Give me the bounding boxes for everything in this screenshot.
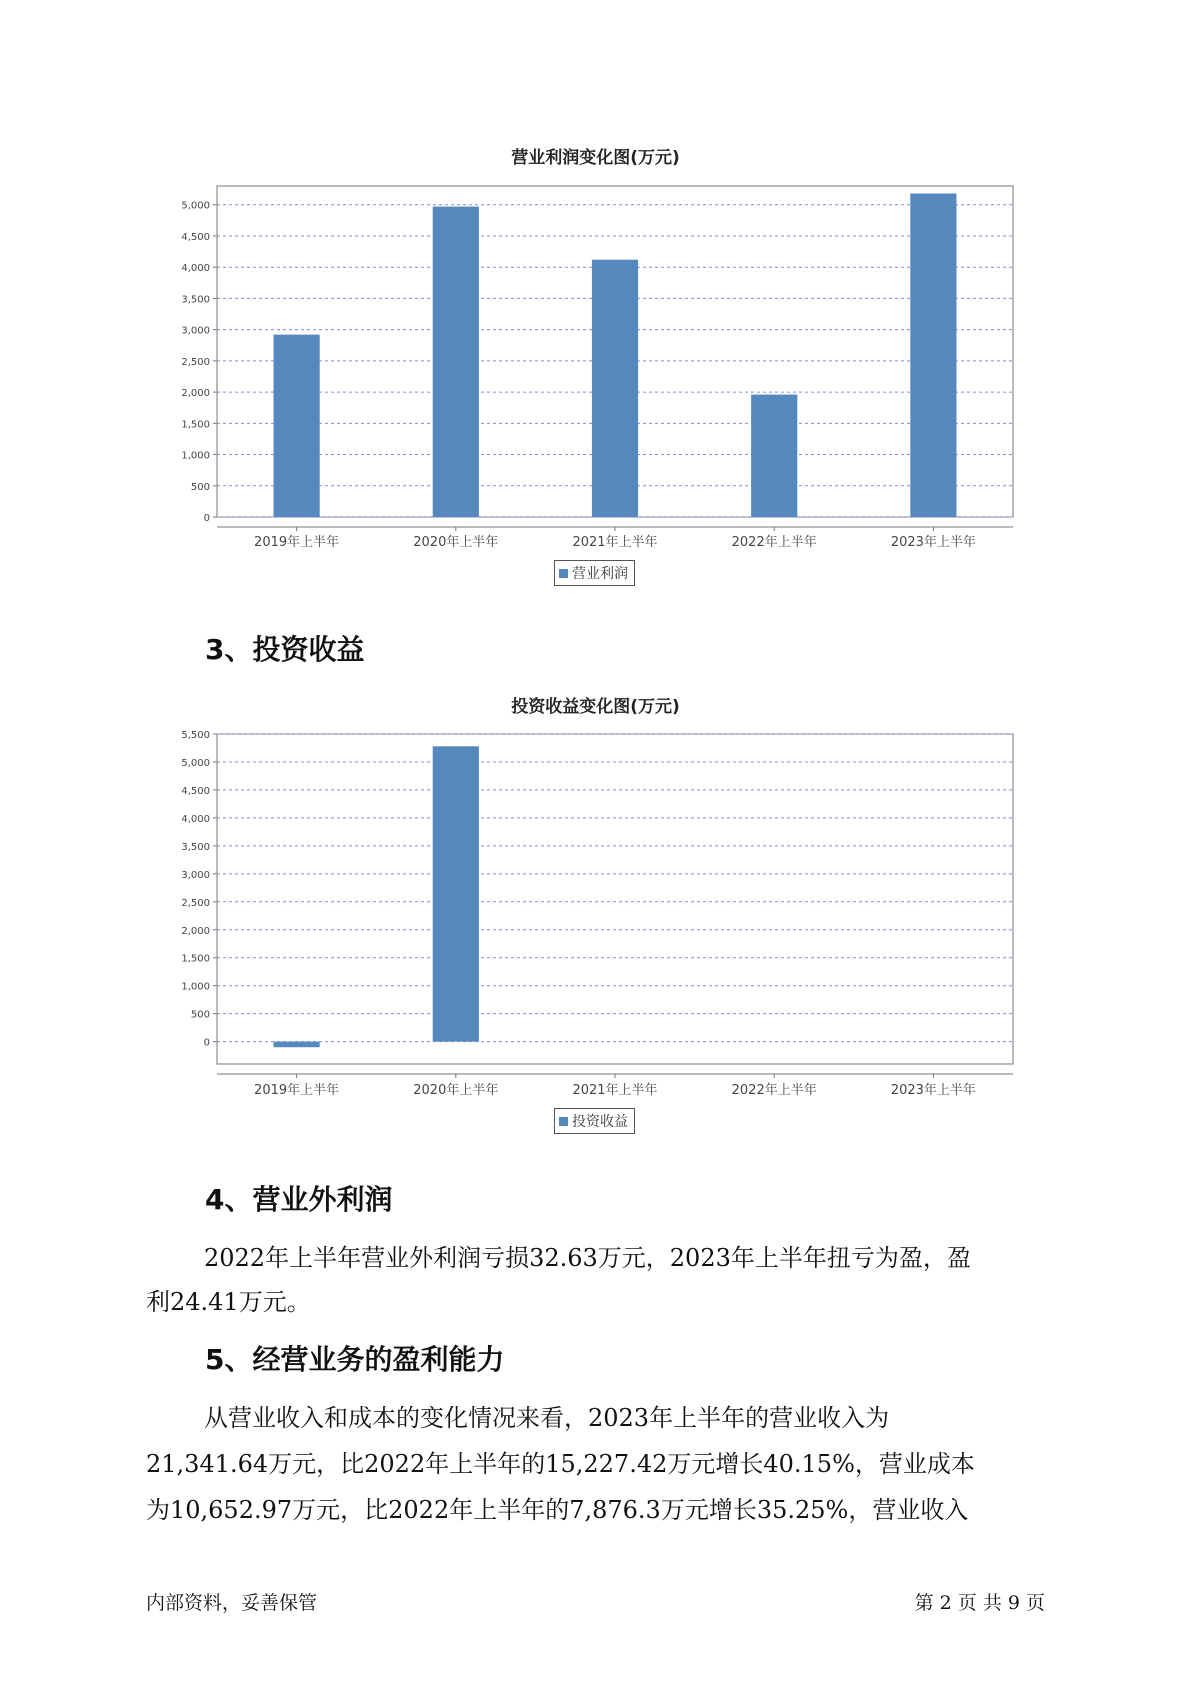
x-tick-label: 2023年上半年 <box>890 1083 976 1098</box>
y-tick-label: 2,500 <box>181 356 210 368</box>
y-tick-label: 5,000 <box>181 757 210 769</box>
paragraph-line: 21,341.64万元，比2022年上半年的15,227.42万元增长40.15%，营业成本 <box>146 1450 975 1478</box>
y-tick-label: 3,500 <box>181 294 210 306</box>
paragraph-line: 利24.41万元。 <box>146 1288 311 1316</box>
x-tick-label: 2019年上半年 <box>254 1083 340 1098</box>
y-tick-label: 5,500 <box>181 730 210 741</box>
y-tick-label: 0 <box>203 1037 210 1049</box>
chart2-legend-label: 投资收益 <box>572 1114 628 1130</box>
y-tick-label: 4,500 <box>181 231 210 243</box>
x-tick-label: 2023年上半年 <box>890 535 976 550</box>
legend-swatch-icon <box>559 569 568 578</box>
y-tick-label: 3,500 <box>181 841 210 853</box>
legend-swatch-icon <box>559 1117 568 1126</box>
paragraph-line: 为10,652.97万元，比2022年上半年的7,876.3万元增长35.25%，营业收入 <box>146 1496 969 1524</box>
y-tick-label: 3,000 <box>181 325 210 337</box>
bar <box>274 335 320 517</box>
chart1-title: 营业利润变化图(万元) <box>511 148 680 168</box>
bar <box>751 395 797 517</box>
x-tick-label: 2022年上半年 <box>731 1083 817 1098</box>
heading-investment-income: 3、投资收益 <box>205 633 365 666</box>
investment-income-chart <box>0 718 1191 1098</box>
x-tick-label: 2020年上半年 <box>413 1083 499 1098</box>
y-tick-label: 1,500 <box>181 953 210 965</box>
x-tick-label: 2021年上半年 <box>572 535 658 550</box>
chart2-title: 投资收益变化图(万元) <box>511 697 680 717</box>
x-tick-label: 2020年上半年 <box>413 535 499 550</box>
y-tick-label: 5,000 <box>181 200 210 212</box>
plot-area <box>217 734 1013 1064</box>
y-tick-label: 2,000 <box>181 925 210 937</box>
chart1-legend-label: 营业利润 <box>572 566 628 582</box>
heading-non-operating-profit: 4、营业外利润 <box>205 1183 393 1216</box>
x-tick-label: 2021年上半年 <box>572 1083 658 1098</box>
x-tick-label: 2022年上半年 <box>731 535 817 550</box>
y-tick-label: 1,000 <box>181 981 210 993</box>
chart2-legend <box>554 1108 635 1134</box>
y-tick-label: 4,000 <box>181 813 210 825</box>
y-tick-label: 2,000 <box>181 388 210 400</box>
bar <box>433 746 479 1041</box>
y-tick-label: 1,000 <box>181 450 210 462</box>
y-tick-label: 4,500 <box>181 785 210 797</box>
footer-page-number: 第 2 页 共 9 页 <box>914 1592 1045 1614</box>
y-tick-label: 4,000 <box>181 263 210 275</box>
chart1-legend <box>554 560 635 586</box>
bar <box>433 207 479 517</box>
footer-confidential-note: 内部资料，妥善保管 <box>146 1592 318 1614</box>
y-tick-label: 0 <box>203 513 210 524</box>
y-tick-label: 1,500 <box>181 419 210 431</box>
y-tick-label: 3,000 <box>181 869 210 881</box>
bar <box>592 260 638 517</box>
paragraph-line: 2022年上半年营业外利润亏损32.63万元，2023年上半年扭亏为盈，盈 <box>204 1244 971 1272</box>
bar <box>910 193 956 517</box>
heading-profitability: 5、经营业务的盈利能力 <box>205 1343 505 1376</box>
operating-profit-chart <box>0 170 1191 550</box>
y-tick-label: 500 <box>190 1009 210 1021</box>
y-tick-label: 500 <box>190 481 210 493</box>
y-tick-label: 2,500 <box>181 897 210 909</box>
x-tick-label: 2019年上半年 <box>254 535 340 550</box>
paragraph-line: 从营业收入和成本的变化情况来看，2023年上半年的营业收入为 <box>204 1404 890 1432</box>
bar <box>274 1042 320 1048</box>
